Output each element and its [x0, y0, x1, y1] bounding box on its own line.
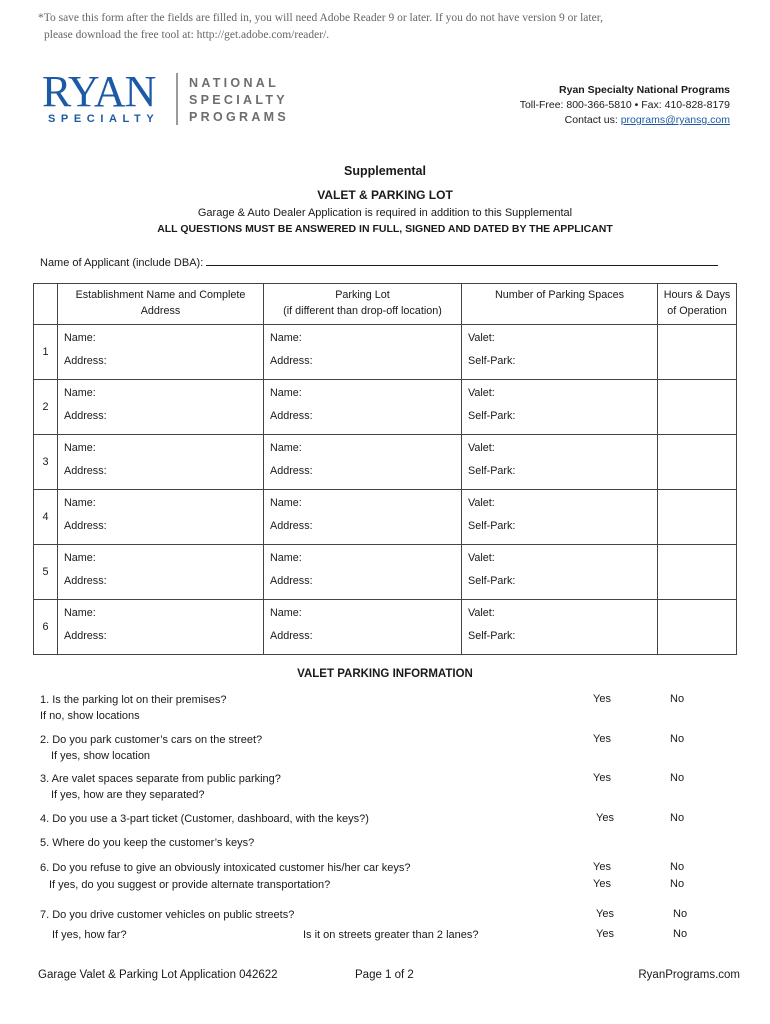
selfpark-label: Self-Park: [468, 575, 516, 587]
footer-page-number: Page 1 of 2 [355, 969, 414, 981]
name-label: Name: [64, 497, 96, 509]
q6-no-option[interactable]: No [670, 861, 685, 873]
selfpark-label: Self-Park: [468, 410, 516, 422]
q7-no-option[interactable]: No [673, 908, 688, 920]
parking-spaces-cell[interactable] [462, 435, 658, 490]
form-subtitle: VALET & PARKING LOT [317, 188, 453, 202]
hours-cell[interactable] [658, 325, 737, 380]
table-header-hours [658, 284, 737, 325]
q3-no-option[interactable]: No [670, 772, 685, 784]
hours-cell[interactable] [658, 600, 737, 655]
contact-email-link[interactable]: programs@ryansg.com [620, 114, 730, 126]
question-7-lanes: Is it on streets greater than 2 lanes? [303, 929, 479, 941]
applicant-label: Name of Applicant (include DBA): [40, 257, 204, 269]
hours-cell[interactable] [658, 435, 737, 490]
header-text: Hours & Days [663, 289, 731, 301]
footer-form-id: Garage Valet & Parking Lot Application 042622 [38, 969, 278, 981]
name-label: Name: [270, 552, 302, 564]
question-text: 5. Where do you keep the customer’s keys? [40, 837, 255, 849]
contact-phones: Toll-Free: 800-366-5810 • Fax: 410-828-8179 [519, 99, 730, 111]
table-row [34, 380, 737, 435]
row-number: 4 [34, 490, 58, 545]
valet-label: Valet: [468, 607, 495, 619]
establishment-cell[interactable] [58, 545, 264, 600]
address-label: Address: [270, 410, 313, 422]
applicant-name-field[interactable] [206, 254, 718, 266]
question-text: 1. Is the parking lot on their premises? [40, 694, 227, 706]
question-3 [40, 771, 281, 803]
name-label: Name: [270, 497, 302, 509]
form-note: Garage & Auto Dealer Application is required in addition to this Supplemental [197, 207, 573, 219]
q7-yes-option[interactable]: Yes [596, 908, 614, 920]
address-label: Address: [64, 410, 107, 422]
section-title: VALET PARKING INFORMATION [297, 668, 473, 680]
logo-nsp-line: NATIONAL [189, 76, 280, 90]
table-header-parking-lot [264, 284, 462, 325]
row-number: 1 [34, 325, 58, 380]
selfpark-label: Self-Park: [468, 355, 516, 367]
header-text: Parking Lot [335, 289, 390, 301]
address-label: Address: [270, 520, 313, 532]
establishment-cell[interactable] [58, 435, 264, 490]
notice-line-1: *To save this form after the fields are filled in, you will need Adobe Reader 9 or later. If you do not have version 9 or later, [38, 12, 603, 24]
hours-cell[interactable] [658, 490, 737, 545]
header-text: Number of Parking Spaces [494, 289, 625, 301]
establishment-cell[interactable] [58, 600, 264, 655]
header-text: Establishment Name and Complete [75, 289, 246, 301]
question-text: 3. Are valet spaces separate from public parking? [40, 773, 281, 785]
table-header-establishment [58, 284, 264, 325]
selfpark-label: Self-Park: [468, 465, 516, 477]
parking-lot-cell[interactable] [264, 600, 462, 655]
q7b-yes-option[interactable]: Yes [596, 928, 614, 940]
valet-label: Valet: [468, 332, 495, 344]
parking-spaces-cell[interactable] [462, 325, 658, 380]
table-row [34, 435, 737, 490]
question-subtext: If yes, how far? [52, 929, 127, 941]
question-text: 2. Do you park customer’s cars on the street? [40, 734, 263, 746]
parking-lot-cell[interactable] [264, 325, 462, 380]
logo-ryan: RYAN [42, 67, 156, 116]
question-subtext: If no, show locations [40, 710, 140, 722]
name-label: Name: [64, 607, 96, 619]
address-label: Address: [270, 630, 313, 642]
q1-no-option[interactable]: No [670, 693, 685, 705]
hours-cell[interactable] [658, 380, 737, 435]
logo-nsp-line: PROGRAMS [189, 110, 290, 124]
logo-national-specialty-programs [189, 75, 289, 126]
table-row [34, 600, 737, 655]
name-label: Name: [64, 332, 96, 344]
parking-spaces-cell[interactable] [462, 545, 658, 600]
name-label: Name: [64, 387, 96, 399]
parking-lot-cell[interactable] [264, 490, 462, 545]
form-warning: ALL QUESTIONS MUST BE ANSWERED IN FULL, SIGNED AND DATED BY THE APPLICANT [157, 223, 613, 235]
row-number: 5 [34, 545, 58, 600]
contact-email-line [520, 113, 730, 128]
applicant-row [40, 254, 718, 269]
establishment-cell[interactable] [58, 490, 264, 545]
q1-yes-option[interactable]: Yes [593, 693, 611, 705]
q6-yes-option[interactable]: Yes [593, 861, 611, 873]
address-label: Address: [64, 465, 107, 477]
question-5 [40, 835, 254, 851]
valet-label: Valet: [468, 442, 495, 454]
contact-email-label: Contact us: [564, 114, 618, 126]
notice-line-2: please download the free tool at: http://get.adobe.com/reader/. [44, 29, 330, 41]
table-header-parking-spaces [462, 284, 658, 325]
question-text: 7. Do you drive customer vehicles on public streets? [40, 909, 295, 921]
address-label: Address: [64, 630, 107, 642]
name-label: Name: [270, 442, 302, 454]
table-row [34, 545, 737, 600]
question-4 [40, 811, 369, 827]
form-title: Supplemental [344, 164, 426, 178]
row-number: 2 [34, 380, 58, 435]
address-label: Address: [64, 520, 107, 532]
selfpark-label: Self-Park: [468, 520, 516, 532]
q4-no-option[interactable]: No [670, 812, 685, 824]
question-text: 4. Do you use a 3-part ticket (Customer, dashboard, with the keys?) [40, 813, 369, 825]
question-2 [40, 732, 262, 764]
contact-name: Ryan Specialty National Programs [559, 84, 730, 96]
name-label: Name: [270, 387, 302, 399]
q2-no-option[interactable]: No [670, 733, 685, 745]
question-text: 6. Do you refuse to give an obviously intoxicated customer his/her car keys? [40, 862, 411, 874]
q6b-no-option[interactable]: No [670, 878, 685, 890]
logo-specialty: SPECIALTY [48, 113, 160, 125]
question-subtext: If yes, how are they separated? [51, 789, 205, 801]
question-6 [40, 860, 411, 893]
header-text: (if different than drop-off location) [283, 305, 442, 317]
name-label: Name: [64, 442, 96, 454]
question-subtext: If yes, show location [51, 750, 151, 762]
establishment-cell[interactable] [58, 325, 264, 380]
establishment-cell[interactable] [58, 380, 264, 435]
question-1 [40, 692, 226, 724]
table-header-row [34, 284, 737, 325]
q3-yes-option[interactable]: Yes [593, 772, 611, 784]
q6b-yes-option[interactable]: Yes [593, 878, 611, 890]
address-label: Address: [270, 355, 313, 367]
q4-yes-option[interactable]: Yes [596, 812, 614, 824]
selfpark-label: Self-Park: [468, 630, 516, 642]
parking-lot-cell[interactable] [264, 545, 462, 600]
valet-label: Valet: [468, 552, 495, 564]
adobe-notice [38, 10, 724, 44]
parking-spaces-cell[interactable] [462, 600, 658, 655]
header-text: of Operation [667, 305, 727, 317]
hours-cell[interactable] [658, 545, 737, 600]
contact-block [520, 83, 730, 128]
parking-lot-cell[interactable] [264, 435, 462, 490]
address-label: Address: [64, 355, 107, 367]
name-label: Name: [270, 607, 302, 619]
logo-nsp-line: SPECIALTY [189, 93, 288, 107]
header-text: Address [140, 305, 181, 317]
establishment-table [33, 283, 737, 655]
logo-divider [176, 73, 178, 125]
name-label: Name: [270, 332, 302, 344]
q7b-no-option[interactable]: No [673, 928, 688, 940]
parking-spaces-cell[interactable] [462, 490, 658, 545]
parking-lot-cell[interactable] [264, 380, 462, 435]
address-label: Address: [270, 465, 313, 477]
table-row [34, 325, 737, 380]
valet-label: Valet: [468, 387, 495, 399]
question-7 [40, 907, 294, 943]
table-header-number [34, 284, 58, 325]
footer-website: RyanPrograms.com [638, 969, 740, 981]
table-row [34, 490, 737, 545]
valet-label: Valet: [468, 497, 495, 509]
address-label: Address: [270, 575, 313, 587]
q2-yes-option[interactable]: Yes [593, 733, 611, 745]
name-label: Name: [64, 552, 96, 564]
row-number: 3 [34, 435, 58, 490]
address-label: Address: [64, 575, 107, 587]
row-number: 6 [34, 600, 58, 655]
parking-spaces-cell[interactable] [462, 380, 658, 435]
question-subtext: If yes, do you suggest or provide alternate transportation? [49, 879, 331, 891]
